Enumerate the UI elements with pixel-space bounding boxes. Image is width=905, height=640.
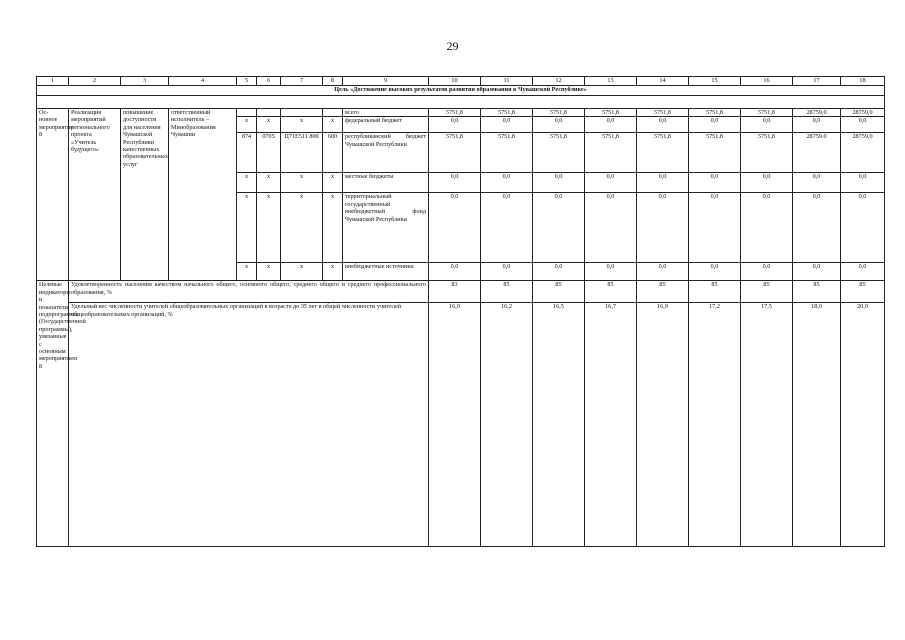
col-header: 7 xyxy=(281,77,323,86)
value-cell: 0,0 xyxy=(481,263,533,281)
funding-source: федеральный бюджет xyxy=(343,117,429,133)
value-cell: 0,0 xyxy=(841,193,885,263)
cell-gr: x xyxy=(237,263,257,281)
cell-rz: x xyxy=(257,193,281,263)
col-header: 11 xyxy=(481,77,533,86)
value-cell: 5751,8 xyxy=(429,109,481,117)
col-header: 10 xyxy=(429,77,481,86)
funding-source: всего xyxy=(343,109,429,117)
value-cell: 0,0 xyxy=(793,263,841,281)
value-cell: 0,0 xyxy=(689,117,741,133)
goal-row xyxy=(37,86,885,96)
value-cell: 0,0 xyxy=(585,117,637,133)
col-header: 17 xyxy=(793,77,841,86)
col-header: 8 xyxy=(323,77,343,86)
value-cell: 0,0 xyxy=(429,173,481,193)
value-cell: 5751,8 xyxy=(533,133,585,173)
value-cell: 0,0 xyxy=(481,117,533,133)
col-header: 9 xyxy=(343,77,429,86)
cell-gr: x xyxy=(237,193,257,263)
funding-source: внебюджетные источники xyxy=(343,263,429,281)
value-cell: 5751,8 xyxy=(741,133,793,173)
value-cell: 5751,8 xyxy=(533,109,585,117)
value-cell: 5751.8 xyxy=(481,133,533,173)
value-cell: 5751.8 xyxy=(689,133,741,173)
event-number: Ос-новное мероприятие 8 xyxy=(37,109,69,281)
value-cell: 0,0 xyxy=(429,263,481,281)
value-cell: 16,7 xyxy=(585,303,637,547)
event-goal: повышение доступности для населения Чувашской Республики качественных образовательных услуг xyxy=(121,109,169,281)
indicator-text: Удовлетворенность населения качеством начального общего, основного общего, среднего общего и среднего профессионального образования, % xyxy=(69,281,429,303)
value-cell: 0,0 xyxy=(741,173,793,193)
value-cell: 0,0 xyxy=(841,173,885,193)
value-cell: 5751,8 xyxy=(741,109,793,117)
cell-rz xyxy=(257,109,281,117)
value-cell: 0,0 xyxy=(585,263,637,281)
cell-csr: x xyxy=(281,193,323,263)
value-cell: 85 xyxy=(481,281,533,303)
value-cell: 5751,8 xyxy=(637,109,689,117)
value-cell: 0,0 xyxy=(741,263,793,281)
value-cell: 20,0 xyxy=(841,303,885,547)
column-number-row xyxy=(37,77,885,86)
event-executor: ответственный исполнитель – Минобразования Чувашии xyxy=(169,109,237,281)
cell-rz: 0705 xyxy=(257,133,281,173)
value-cell: 85 xyxy=(637,281,689,303)
value-cell: 0,0 xyxy=(689,193,741,263)
value-cell: 0,0 xyxy=(429,193,481,263)
value-cell: 85 xyxy=(841,281,885,303)
value-cell: 16,2 xyxy=(481,303,533,547)
spacer-row xyxy=(37,96,885,109)
value-cell: 85 xyxy=(741,281,793,303)
cell-rz: x xyxy=(257,117,281,133)
value-cell: 0,0 xyxy=(429,117,481,133)
value-cell: 5751,8 xyxy=(689,109,741,117)
value-cell: 0,0 xyxy=(741,117,793,133)
value-cell: 28759.0 xyxy=(793,133,841,173)
value-cell: 16,0 xyxy=(429,303,481,547)
value-cell: 0,0 xyxy=(741,193,793,263)
value-cell: 5751,8 xyxy=(481,109,533,117)
value-cell: 5751,8 xyxy=(585,109,637,117)
indicators-label: Целевые индикаторы и показатели подпрограммы (Государственной программы), увязанные с основным мероприятием 8 xyxy=(37,281,69,547)
value-cell: 0,0 xyxy=(637,193,689,263)
value-cell: 0,0 xyxy=(481,173,533,193)
budget-table xyxy=(36,76,885,547)
value-cell: 85 xyxy=(793,281,841,303)
col-header: 16 xyxy=(741,77,793,86)
value-cell: 0,0 xyxy=(585,173,637,193)
value-cell: 5751,8 xyxy=(637,133,689,173)
cell-vr: x xyxy=(323,173,343,193)
col-header: 4 xyxy=(169,77,237,86)
value-cell: 0,0 xyxy=(689,263,741,281)
funding-source: местные бюджеты xyxy=(343,173,429,193)
value-cell: 0,0 xyxy=(637,117,689,133)
value-cell: 85 xyxy=(533,281,585,303)
indicator-text: Удельный вес численности учителей общеобразовательных организаций в возрасте до 35 лет в общей численности учителей общеобразовательных организаций, % xyxy=(69,303,429,547)
value-cell: 0,0 xyxy=(533,263,585,281)
value-cell: 85 xyxy=(689,281,741,303)
event-name: Реализация мероприятий регионального проекта «Учитель будущего» xyxy=(69,109,121,281)
value-cell: 0,0 xyxy=(585,193,637,263)
funding-row xyxy=(37,109,885,117)
cell-vr xyxy=(323,109,343,117)
cell-csr: x xyxy=(281,117,323,133)
page-number: 29 xyxy=(446,39,459,53)
value-cell: 17,5 xyxy=(741,303,793,547)
value-cell: 5751,8 xyxy=(585,133,637,173)
col-header: 2 xyxy=(69,77,121,86)
value-cell: 28759,0 xyxy=(841,109,885,117)
cell-rz: x xyxy=(257,173,281,193)
value-cell: 5751,8 xyxy=(429,133,481,173)
goal-title: Цель «Достижение высоких результатов развития образования в Чувашской Республике» xyxy=(37,86,885,96)
value-cell: 0,0 xyxy=(689,173,741,193)
funding-source: территориальный государственный внебюджетный фонд Чувашской Республики xyxy=(343,193,429,263)
cell-gr: x xyxy=(237,117,257,133)
value-cell: 0,0 xyxy=(637,173,689,193)
value-cell: 16,5 xyxy=(533,303,585,547)
cell-vr: x xyxy=(323,263,343,281)
value-cell: 0,0 xyxy=(793,193,841,263)
cell-vr: x xyxy=(323,193,343,263)
col-header: 12 xyxy=(533,77,585,86)
value-cell: 18,0 xyxy=(793,303,841,547)
value-cell: 0,0 xyxy=(793,173,841,193)
value-cell: 83 xyxy=(429,281,481,303)
cell-gr: x xyxy=(237,173,257,193)
value-cell: 0,0 xyxy=(841,117,885,133)
value-cell: 28759,0 xyxy=(793,109,841,117)
value-cell: 0,0 xyxy=(533,117,585,133)
col-header: 6 xyxy=(257,77,281,86)
value-cell: 85 xyxy=(585,281,637,303)
value-cell: 0,0 xyxy=(793,117,841,133)
indicator-row xyxy=(37,281,885,303)
value-cell: 0,0 xyxy=(637,263,689,281)
indicator-row xyxy=(37,303,885,547)
funding-source: республиканский бюджет Чувашской Республики xyxy=(343,133,429,173)
col-header: 1 xyxy=(37,77,69,86)
col-header: 15 xyxy=(689,77,741,86)
cell-vr: x xyxy=(323,117,343,133)
value-cell: 17,2 xyxy=(689,303,741,547)
col-header: 13 xyxy=(585,77,637,86)
value-cell: 16,9 xyxy=(637,303,689,547)
cell-gr: 874 xyxy=(237,133,257,173)
cell-gr xyxy=(237,109,257,117)
value-cell: 0,0 xyxy=(481,193,533,263)
cell-csr xyxy=(281,109,323,117)
value-cell: 0,0 xyxy=(841,263,885,281)
cell-csr: Ц71Е511 800 xyxy=(281,133,323,173)
value-cell: 0,0 xyxy=(533,173,585,193)
cell-csr: x xyxy=(281,263,323,281)
col-header: 5 xyxy=(237,77,257,86)
col-header: 3 xyxy=(121,77,169,86)
value-cell: 28759,0 xyxy=(841,133,885,173)
cell-vr: 600 xyxy=(323,133,343,173)
col-header: 14 xyxy=(637,77,689,86)
value-cell: 0,0 xyxy=(533,193,585,263)
cell-rz: x xyxy=(257,263,281,281)
col-header: 18 xyxy=(841,77,885,86)
cell-csr: x xyxy=(281,173,323,193)
